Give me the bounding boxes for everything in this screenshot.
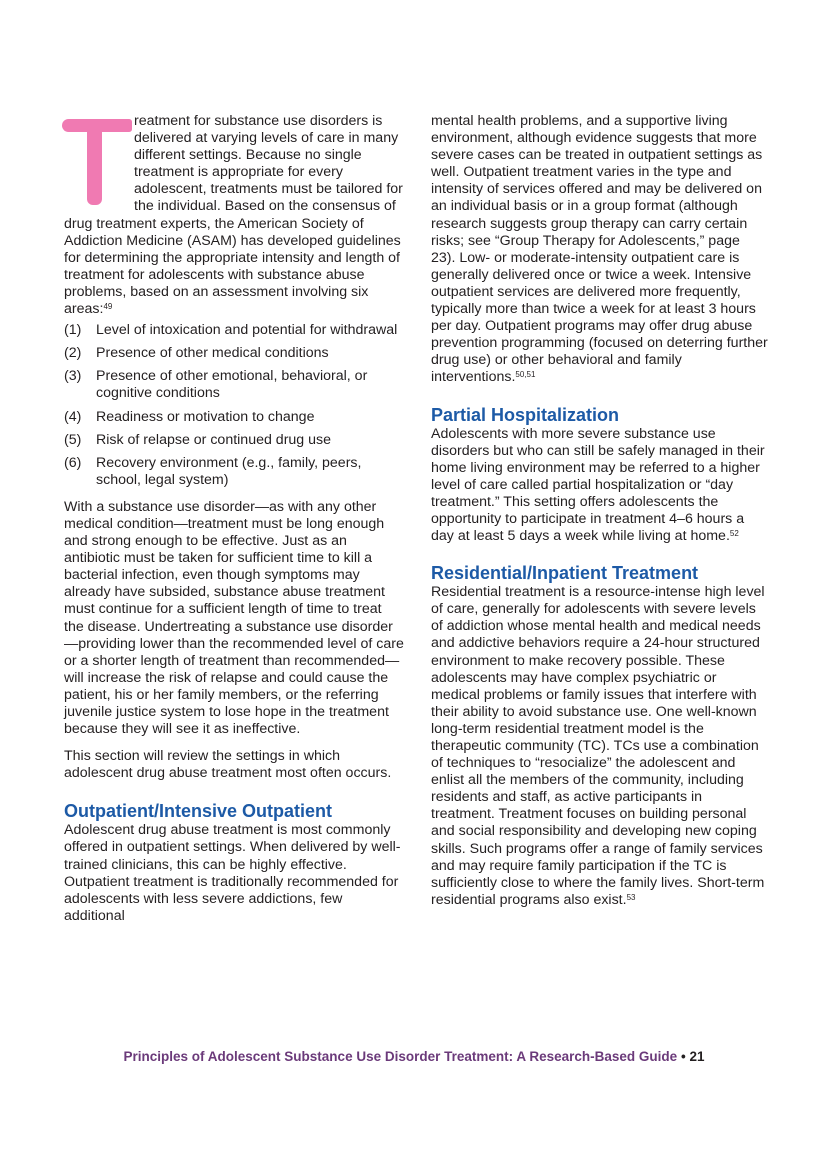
list-number: (2)	[64, 345, 82, 362]
duration-paragraph: With a substance use disorder—as with any other medical condition—treatment must be long enough and strong enough to be effective. Just as an antibiotic must be taken for sufficient time to kill a bacterial infection, even though symptoms may already have subsided, substance abuse treatment must continue for a sufficient length of time to treat the disease. Undertreating a substance use disorder—providing lower than the recommended level of care or a shorter length of treatment than recommended—will increase the risk of relapse and could cause the patient, his or her family members, or the referring juvenile justice system to lose hope in the treatment because they will see it as ineffective.	[64, 498, 404, 738]
reference-49: 49	[103, 302, 113, 312]
list-number: (6)	[64, 454, 82, 471]
list-text: Readiness or motivation to change	[96, 408, 315, 425]
residential-paragraph	[431, 584, 768, 909]
intro-paragraph-wrap	[64, 113, 404, 318]
list-item	[64, 345, 404, 362]
heading-residential-inpatient: Residential/Inpatient Treatment	[431, 563, 699, 584]
page-footer	[0, 1049, 828, 1064]
drop-cap-stem	[87, 127, 102, 205]
outpatient-paragraph: Adolescent drug abuse treatment is most commonly offered in outpatient settings. When delivered by well-trained clinicians, this can be highly effective. Outpatient treatment is traditionally recommended for adolescents with less severe addictions, few additional	[64, 822, 401, 924]
list-text: Level of intoxication and potential for withdrawal	[96, 322, 398, 339]
reference-53: 53	[626, 892, 636, 902]
page-number: 21	[689, 1049, 705, 1064]
partial-hospitalization-paragraph	[431, 426, 768, 546]
list-text: Recovery environment (e.g., family, peers, school, legal system)	[96, 454, 362, 488]
right-column	[431, 113, 768, 909]
list-number: (5)	[64, 431, 82, 448]
intro-text: reatment for substance use disorders is delivered at varying levels of care in many different settings. Because no single treatment is appropriate for every adolescent, treatments must be tailored for the individual. Based on the consensus of drug treatment experts, the American Society of Addiction Medicine (ASAM) has developed guidelines for determining the appropriate intensity and length of treatment for adolescents with substance abuse problems, based on an assessment involving six areas:	[64, 113, 403, 318]
residential-text: Residential treatment is a resource-intense high level of care, generally for adolescents with severe levels of addiction whose mental health and medical needs and addictive behaviors require a 24-hour structured environment to make recovery possible. These adolescents may have complex psychiatric or medical problems or family issues that interfere with their ability to avoid substance use. One well-known long-term residential treatment model is the therapeutic community (TC). TCs use a combination of techniques to “resocialize” the adolescent and enlist all the members of the community, including residents and staff, as active participants in treatment. Treatment focuses on building personal and social responsibility and developing new coping skills. Such programs offer a range of family services and may require family participation if the TC is sufficiently close to where the family lives. Short-term residential programs also exist.	[431, 584, 765, 908]
list-number: (3)	[64, 368, 82, 385]
reference-50-51: 50,51	[515, 370, 536, 380]
list-number: (1)	[64, 322, 82, 339]
list-item	[64, 368, 404, 402]
partial-hospitalization-text: Adolescents with more severe substance use disorders but who can still be safely managed in their home living environment may be referred to a higher level of care called partial hospitalization or “day treatment.” This setting offers adolescents the opportunity to participate in treatment 4–6 hours a day at least 5 days a week while living at home.	[431, 425, 765, 545]
list-text: Risk of relapse or continued drug use	[96, 431, 332, 448]
list-text: Presence of other medical conditions	[96, 345, 329, 362]
outpatient-continued-paragraph	[431, 113, 768, 387]
section-overview-paragraph: This section will review the settings in which adolescent drug abuse treatment most often occurs.	[64, 748, 392, 782]
list-item	[64, 322, 404, 339]
list-item	[64, 409, 404, 426]
assessment-areas-list	[64, 322, 404, 489]
footer-title: Principles of Adolescent Substance Use Disorder Treatment: A Research-Based Guide	[123, 1049, 678, 1064]
list-item	[64, 432, 404, 449]
left-column	[64, 113, 404, 925]
outpatient-continued-text: mental health problems, and a supportive living environment, although evidence suggests that more severe cases can be treated in outpatient settings as well. Outpatient treatment varies in the type and intensity of services offered and may be delivered on an individual basis or in a group format (although research suggests group therapy can carry certain risks; see “Group Therapy for Adolescents,” page 23). Low- or moderate-intensity outpatient care is generally delivered once or twice a week. Intensive outpatient services are delivered more frequently, typically more than twice a week for at least 3 hours per day. Outpatient programs may offer drug abuse prevention programming (focused on deterring further drug use) or other behavioral and family interventions.	[431, 113, 768, 386]
reference-52: 52	[729, 529, 739, 539]
heading-outpatient: Outpatient/Intensive Outpatient	[64, 801, 333, 822]
list-number: (4)	[64, 408, 82, 425]
heading-partial-hospitalization: Partial Hospitalization	[431, 404, 620, 425]
footer-separator: •	[680, 1049, 686, 1064]
drop-cap-letter	[62, 115, 124, 209]
list-item	[64, 455, 404, 489]
list-text: Presence of other emotional, behavioral, or cognitive conditions	[96, 368, 368, 402]
